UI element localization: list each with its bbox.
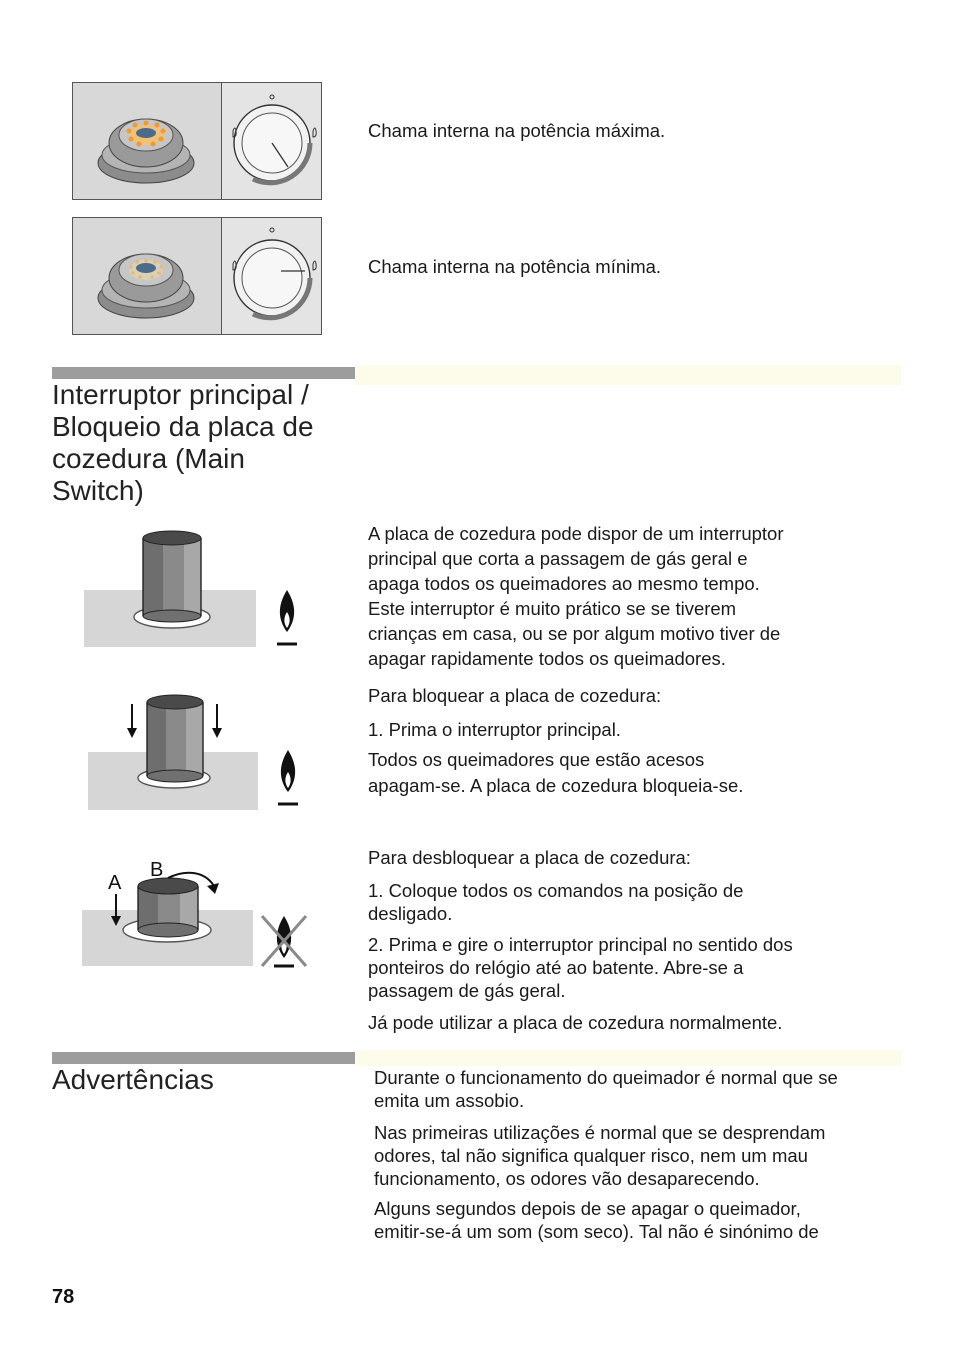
section-band — [355, 1050, 901, 1066]
section-title-main-switch: Interruptor principal / Bloqueio da placa de cozedura (Main Switch) — [52, 379, 314, 506]
burner-max-caption: Chama interna na potência máxima. — [368, 120, 666, 141]
unlock-result: Já pode utilizar a placa de cozedura normalmente. — [368, 1012, 783, 1033]
label-b: B — [150, 859, 164, 881]
flame-crossed-icon — [262, 916, 306, 966]
unlock-heading: Para desbloquear a placa de cozedura: — [368, 847, 691, 868]
warnings-paragraph-3: Alguns segundos depois de se apagar o queimador, emitir-se-á um som (som seco). Tal não é sinónimo de — [374, 1198, 819, 1242]
burner-min-caption: Chama interna na potência mínima. — [368, 256, 662, 277]
warnings-paragraph-2: Nas primeiras utilizações é normal que se desprendam odores, tal não significa qualquer risco, nem um mau funcionamento, os odores vão desaparecendo. — [374, 1122, 826, 1189]
section-title-warnings: Advertências — [52, 1064, 214, 1095]
page-number: 78 — [52, 1286, 75, 1308]
main-switch-idle-illustration — [84, 528, 324, 652]
burner-max-illustration — [73, 83, 321, 199]
section-band — [355, 365, 901, 385]
unlock-step-2: 2. Prima e gire o interruptor principal no sentido dos ponteiros do relógio até ao batente. Abre-se a passagem de gás geral. — [368, 934, 793, 1001]
burner-min-figure — [72, 217, 322, 335]
main-switch-unlock-illustration — [80, 858, 320, 973]
unlock-step-1: 1. Coloque todos os comandos na posição de desligado. — [368, 880, 744, 924]
burner-min-illustration — [73, 218, 321, 334]
section-rule — [52, 1052, 355, 1064]
burner-max-figure — [72, 82, 322, 200]
warnings-paragraph-1: Durante o funcionamento do queimador é normal que se emita um assobio. — [374, 1067, 838, 1111]
main-switch-press-illustration — [88, 690, 328, 816]
lock-step: 1. Prima o interruptor principal. — [368, 719, 621, 740]
label-a: A — [108, 872, 122, 894]
arrow-down-icon — [212, 704, 222, 738]
lock-result: Todos os queimadores que estão acesos apagam-se. A placa de cozedura bloqueia-se. — [368, 749, 744, 796]
section-rule — [52, 367, 355, 379]
lock-heading: Para bloquear a placa de cozedura: — [368, 685, 662, 706]
arrow-down-icon — [127, 704, 137, 738]
main-switch-intro: A placa de cozedura pode dispor de um interruptor principal que corta a passagem de gás geral e apaga todos os queimadores ao mesmo tempo. Este interruptor é muito prático se se tiverem crianças em casa, ou se por algum motivo tiver de apagar rapidamente todos os queimadores. — [368, 523, 784, 669]
